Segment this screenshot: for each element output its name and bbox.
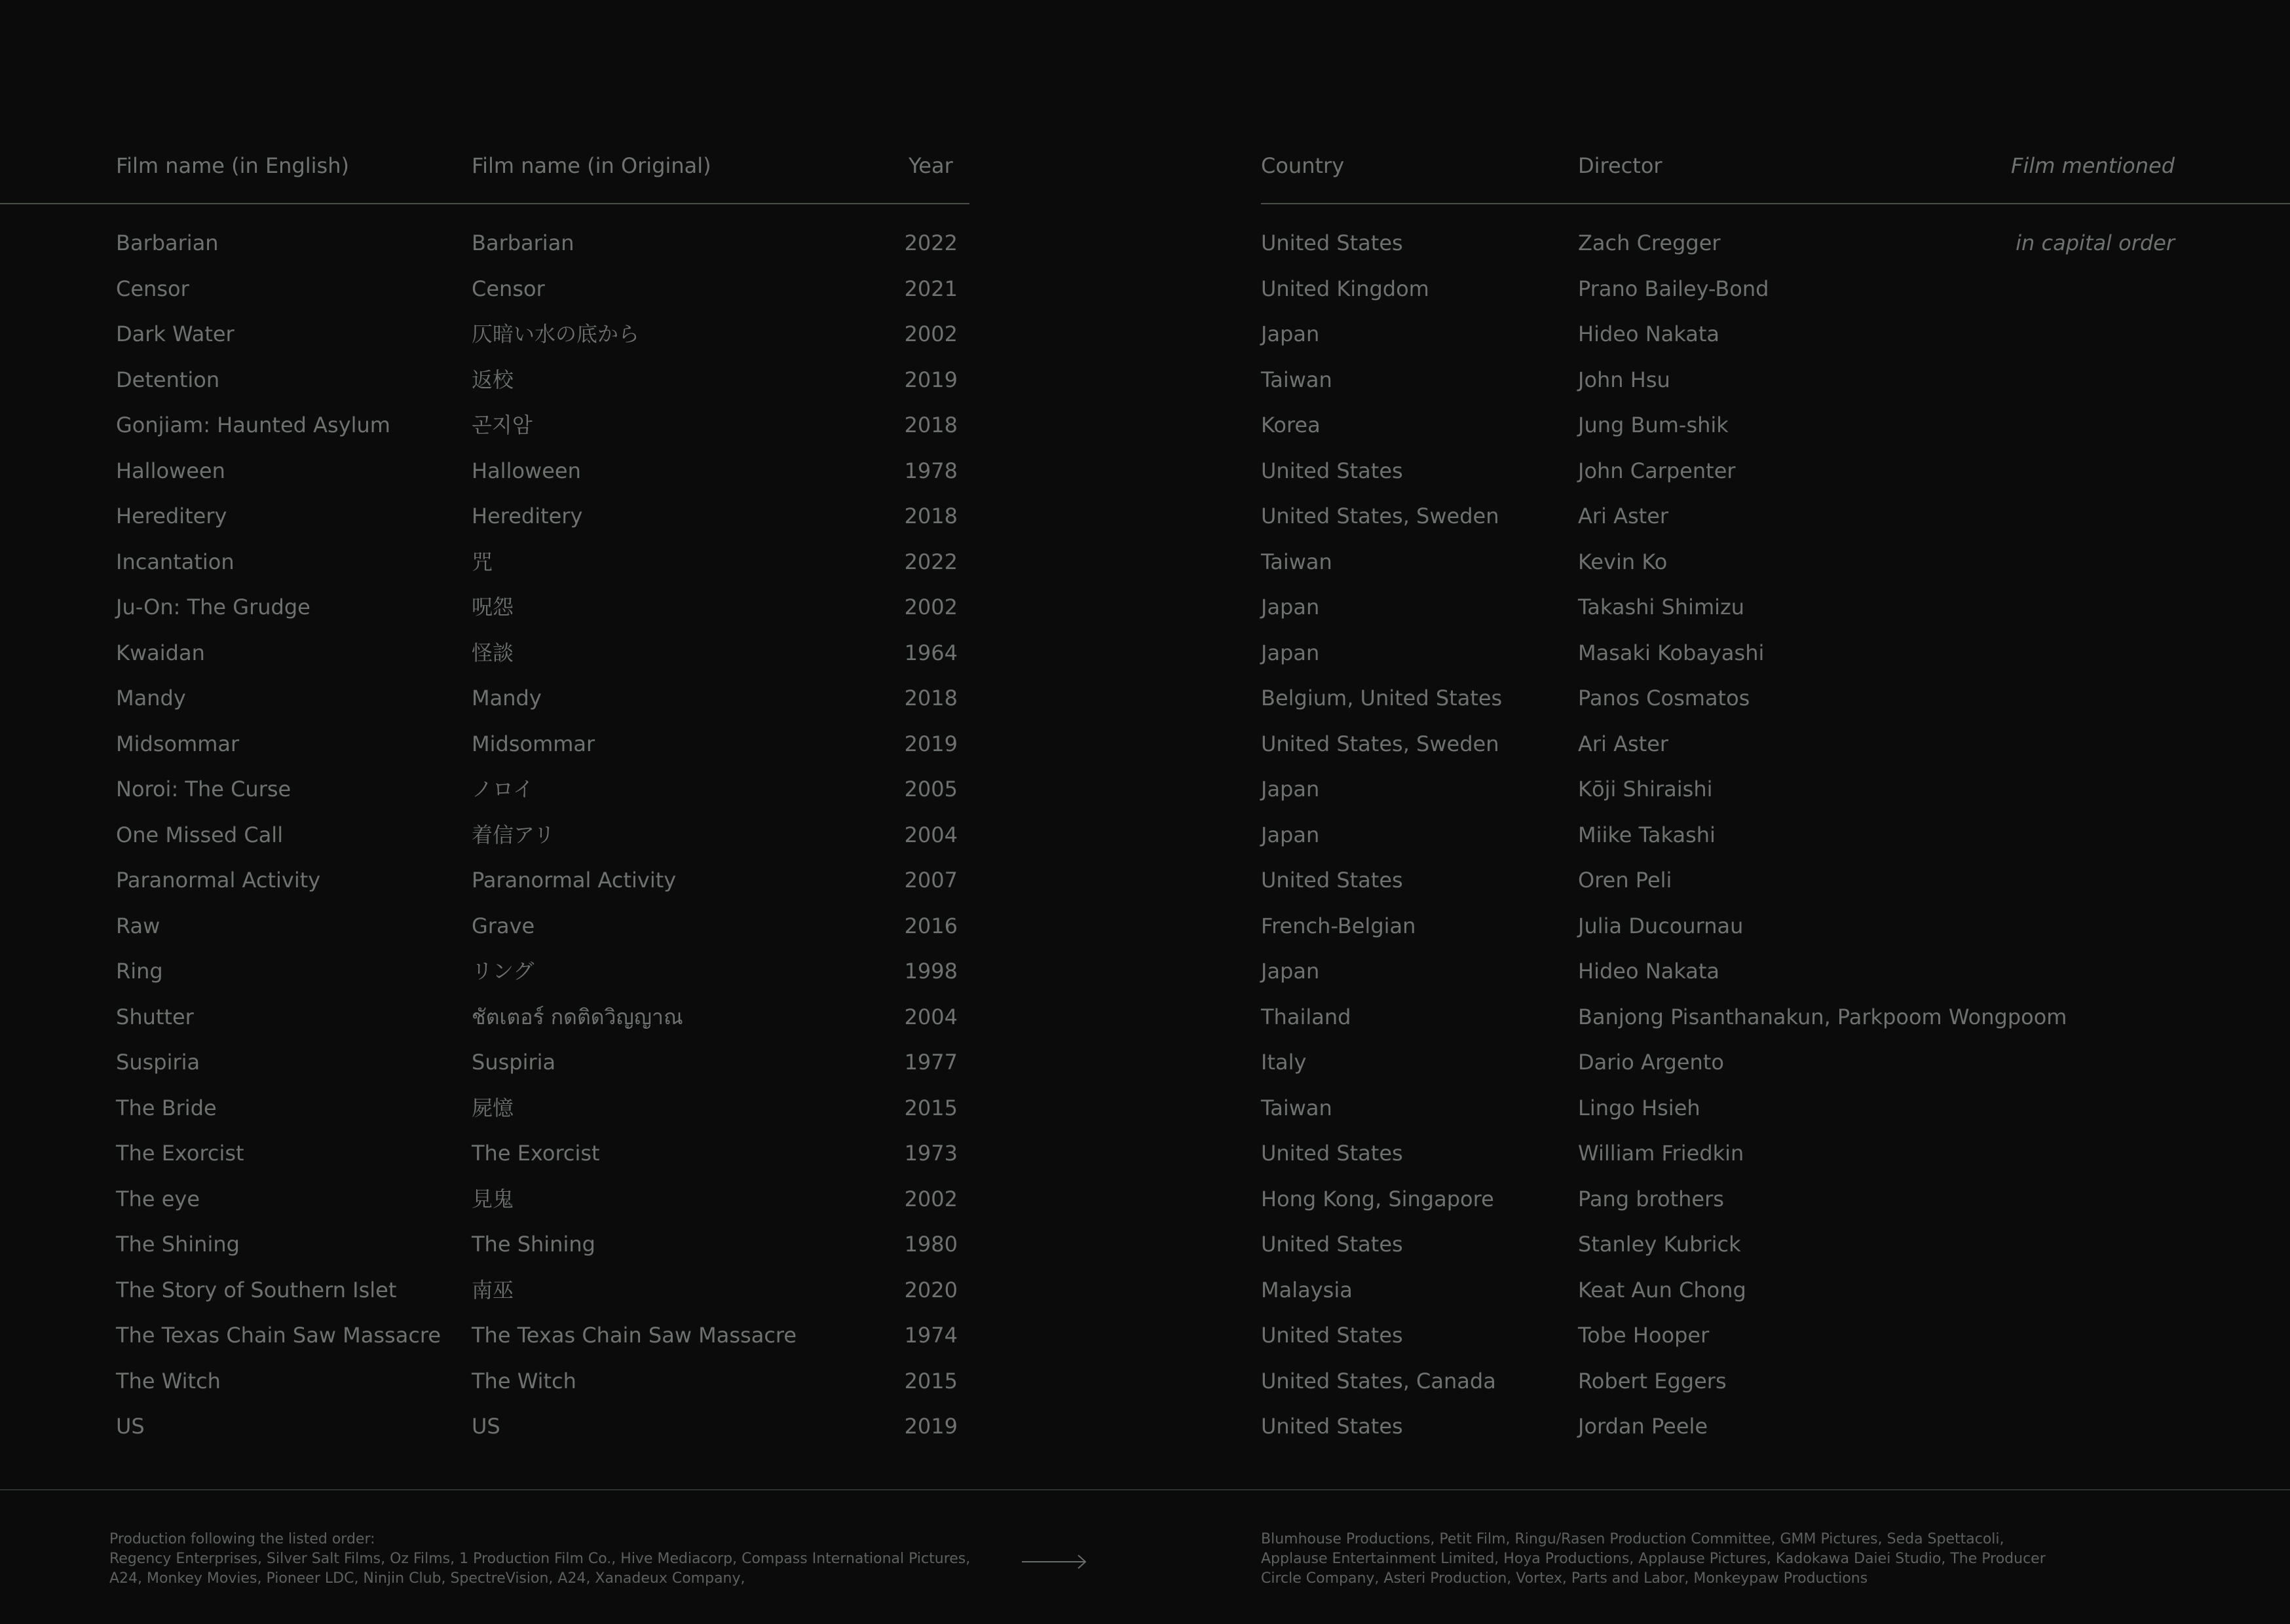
- film-original-cell: Mandy: [472, 686, 542, 710]
- country-cell: United States: [1261, 1414, 1403, 1439]
- director-cell: Ari Aster: [1578, 731, 1669, 756]
- country-cell: United States, Sweden: [1261, 504, 1499, 528]
- header-film-original: Film name (in Original): [472, 153, 711, 178]
- film-english-cell: Mandy: [116, 686, 186, 710]
- film-english-cell: Gonjiam: Haunted Asylum: [116, 413, 390, 437]
- director-cell: John Carpenter: [1578, 458, 1736, 483]
- film-english-cell: Incantation: [116, 549, 235, 574]
- country-cell: United States: [1261, 1323, 1403, 1348]
- footer-left-companies: Regency Enterprises, Silver Salt Films, Oz Films, 1 Production Film Co., Hive Mediacorp, Compass International Pictures, A24, Monkey Movies, Pioneer LDC, Ninjin Club, SpectreVision, A24, Xanadeux Company,: [109, 1551, 971, 1587]
- column-year: [891, 229, 958, 1458]
- country-cell: Taiwan: [1261, 549, 1332, 574]
- director-cell: Hideo Nakata: [1578, 959, 1719, 984]
- country-cell: Hong Kong, Singapore: [1261, 1186, 1494, 1211]
- country-cell: Taiwan: [1261, 367, 1332, 392]
- film-english-cell: The eye: [116, 1186, 200, 1211]
- director-cell: John Hsu: [1578, 367, 1670, 392]
- director-cell: Kōji Shiraishi: [1578, 777, 1713, 802]
- year-cell: 2019: [904, 1414, 958, 1439]
- year-cell: 2005: [904, 777, 958, 802]
- film-original-cell: Barbarian: [472, 231, 574, 255]
- country-cell: Taiwan: [1261, 1095, 1332, 1120]
- director-cell: Kevin Ko: [1578, 549, 1668, 574]
- column-film-original: [472, 229, 797, 1458]
- year-cell: 2002: [904, 1186, 958, 1211]
- column-country: [1261, 229, 1502, 1458]
- header-country: Country: [1261, 153, 1345, 178]
- country-cell: Belgium, United States: [1261, 686, 1503, 710]
- country-cell: United Kingdom: [1261, 276, 1429, 301]
- film-english-cell: Noroi: The Curse: [116, 777, 291, 802]
- film-english-cell: The Witch: [116, 1368, 221, 1393]
- year-cell: 2004: [904, 822, 958, 847]
- director-cell: Robert Eggers: [1578, 1368, 1727, 1393]
- film-english-cell: Suspiria: [116, 1050, 200, 1075]
- director-cell: Takashi Shimizu: [1578, 595, 1745, 619]
- film-original-cell: The Witch: [472, 1368, 576, 1393]
- footer-right-companies: Blumhouse Productions, Petit Film, Ringu/Rasen Production Committee, GMM Pictures, Seda Spettacoli, Applause Entertainment Limited, Hoya Productions, Applause Pictures, Kadokawa Daiei Studio, The Producer Circle Company, Asteri Production, Vortex, Parts and Labor, Monkeypaw Productions: [1261, 1531, 2046, 1587]
- film-original-cell: リング: [472, 959, 535, 984]
- film-original-cell: 返校: [472, 367, 514, 392]
- film-english-cell: The Story of Southern Islet: [116, 1277, 397, 1302]
- year-cell: 2020: [904, 1277, 958, 1302]
- director-cell: Lingo Hsieh: [1578, 1095, 1700, 1120]
- film-english-cell: Dark Water: [116, 322, 235, 346]
- director-cell: William Friedkin: [1578, 1141, 1744, 1166]
- film-original-cell: The Texas Chain Saw Massacre: [472, 1323, 797, 1348]
- director-cell: Tobe Hooper: [1578, 1323, 1710, 1348]
- film-original-cell: 南巫: [472, 1277, 514, 1302]
- year-cell: 2007: [904, 868, 958, 893]
- year-cell: 2002: [904, 322, 958, 346]
- film-english-cell: Paranormal Activity: [116, 868, 321, 893]
- film-english-cell: Shutter: [116, 1004, 194, 1029]
- right-arrow-icon: [1022, 1553, 1087, 1570]
- film-english-cell: Censor: [116, 276, 189, 301]
- director-cell: Jung Bum-shik: [1578, 413, 1729, 437]
- director-cell: Pang brothers: [1578, 1186, 1724, 1211]
- country-cell: Malaysia: [1261, 1277, 1353, 1302]
- film-original-cell: Halloween: [472, 458, 581, 483]
- film-original-cell: ノロイ: [472, 777, 535, 802]
- film-original-cell: Paranormal Activity: [472, 868, 677, 893]
- film-original-cell: Hereditery: [472, 504, 583, 528]
- director-cell: Banjong Pisanthanakun, Parkpoom Wongpoom: [1578, 1004, 2067, 1029]
- year-cell: 2018: [904, 413, 958, 437]
- column-director: [1578, 229, 2067, 1458]
- year-cell: 2015: [904, 1095, 958, 1120]
- film-original-cell: 呪怨: [472, 595, 514, 619]
- film-original-cell: Grave: [472, 913, 535, 938]
- director-cell: Julia Ducournau: [1578, 913, 1744, 938]
- film-english-cell: Ju-On: The Grudge: [116, 595, 310, 619]
- country-cell: Thailand: [1261, 1004, 1351, 1029]
- film-original-cell: Censor: [472, 276, 545, 301]
- film-english-cell: Midsommar: [116, 731, 240, 756]
- film-original-cell: 怪談: [472, 640, 514, 665]
- country-cell: Korea: [1261, 413, 1321, 437]
- year-cell: 2018: [904, 686, 958, 710]
- footer-divider: [0, 1489, 2290, 1490]
- year-cell: 1977: [904, 1050, 958, 1075]
- film-original-cell: Suspiria: [472, 1050, 556, 1075]
- year-cell: 2018: [904, 504, 958, 528]
- film-original-cell: ชัตเตอร์ กดติดวิญญาณ: [472, 1004, 683, 1029]
- director-cell: Hideo Nakata: [1578, 322, 1719, 346]
- film-english-cell: Halloween: [116, 458, 225, 483]
- year-cell: 1974: [904, 1323, 958, 1348]
- film-original-cell: 仄暗い水の底から: [472, 322, 640, 346]
- country-cell: Japan: [1261, 322, 1320, 346]
- film-original-cell: US: [472, 1414, 500, 1439]
- country-cell: Italy: [1261, 1050, 1307, 1075]
- year-cell: 2019: [904, 367, 958, 392]
- film-original-cell: 着信アリ: [472, 822, 555, 847]
- director-cell: Keat Aun Chong: [1578, 1277, 1746, 1302]
- country-cell: United States, Canada: [1261, 1368, 1496, 1393]
- film-english-cell: One Missed Call: [116, 822, 284, 847]
- country-cell: United States: [1261, 1232, 1403, 1257]
- film-english-cell: Kwaidan: [116, 640, 205, 665]
- director-cell: Panos Cosmatos: [1578, 686, 1750, 710]
- film-original-cell: Midsommar: [472, 731, 595, 756]
- film-original-cell: The Shining: [472, 1232, 595, 1257]
- film-original-cell: 屍憶: [472, 1095, 514, 1120]
- year-cell: 1973: [904, 1141, 958, 1166]
- country-cell: Japan: [1261, 640, 1320, 665]
- director-cell: Prano Bailey-Bond: [1578, 276, 1769, 301]
- country-cell: United States: [1261, 868, 1403, 893]
- year-cell: 2021: [904, 276, 958, 301]
- director-cell: Masaki Kobayashi: [1578, 640, 1765, 665]
- director-cell: Miike Takashi: [1578, 822, 1716, 847]
- footer-production-right: [1261, 1530, 2073, 1589]
- country-cell: United States: [1261, 231, 1403, 255]
- year-cell: 1980: [904, 1232, 958, 1257]
- director-cell: Oren Peli: [1578, 868, 1672, 893]
- year-cell: 2004: [904, 1004, 958, 1029]
- footer-production-left: [109, 1530, 974, 1589]
- film-mentioned-note: in capital order: [2016, 231, 2175, 255]
- header-divider-left: [0, 203, 969, 204]
- header-divider-right: [1261, 203, 2290, 204]
- year-cell: 2016: [904, 913, 958, 938]
- year-cell: 1978: [904, 458, 958, 483]
- footer-intro: Production following the listed order:: [109, 1531, 375, 1547]
- director-cell: Jordan Peele: [1578, 1414, 1708, 1439]
- film-english-cell: Ring: [116, 959, 163, 984]
- film-english-cell: US: [116, 1414, 145, 1439]
- film-english-cell: The Bride: [116, 1095, 217, 1120]
- header-film-mentioned: Film mentioned: [2011, 153, 2175, 178]
- column-film-english: [116, 229, 441, 1458]
- country-cell: United States: [1261, 1141, 1403, 1166]
- header-film-english: Film name (in English): [116, 153, 349, 178]
- year-cell: 2019: [904, 731, 958, 756]
- year-cell: 2002: [904, 595, 958, 619]
- film-english-cell: Hereditery: [116, 504, 227, 528]
- film-english-cell: The Texas Chain Saw Massacre: [116, 1323, 441, 1348]
- director-cell: Stanley Kubrick: [1578, 1232, 1741, 1257]
- film-original-cell: 곤지암: [472, 413, 533, 437]
- country-cell: French-Belgian: [1261, 913, 1416, 938]
- film-english-cell: Raw: [116, 913, 160, 938]
- film-english-cell: The Exorcist: [116, 1141, 244, 1166]
- country-cell: Japan: [1261, 595, 1320, 619]
- film-english-cell: Detention: [116, 367, 220, 392]
- director-cell: Zach Cregger: [1578, 231, 1721, 255]
- director-cell: Dario Argento: [1578, 1050, 1724, 1075]
- year-cell: 1998: [904, 959, 958, 984]
- country-cell: United States, Sweden: [1261, 731, 1499, 756]
- year-cell: 1964: [904, 640, 958, 665]
- year-cell: 2022: [904, 231, 958, 255]
- country-cell: Japan: [1261, 959, 1320, 984]
- film-english-cell: Barbarian: [116, 231, 219, 255]
- header-year: Year: [909, 153, 953, 178]
- country-cell: Japan: [1261, 777, 1320, 802]
- country-cell: United States: [1261, 458, 1403, 483]
- director-cell: Ari Aster: [1578, 504, 1669, 528]
- country-cell: Japan: [1261, 822, 1320, 847]
- film-english-cell: The Shining: [116, 1232, 240, 1257]
- film-original-cell: 咒: [472, 549, 493, 574]
- year-cell: 2015: [904, 1368, 958, 1393]
- header-director: Director: [1578, 153, 1662, 178]
- film-original-cell: The Exorcist: [472, 1141, 600, 1166]
- year-cell: 2022: [904, 549, 958, 574]
- film-original-cell: 見鬼: [472, 1186, 514, 1211]
